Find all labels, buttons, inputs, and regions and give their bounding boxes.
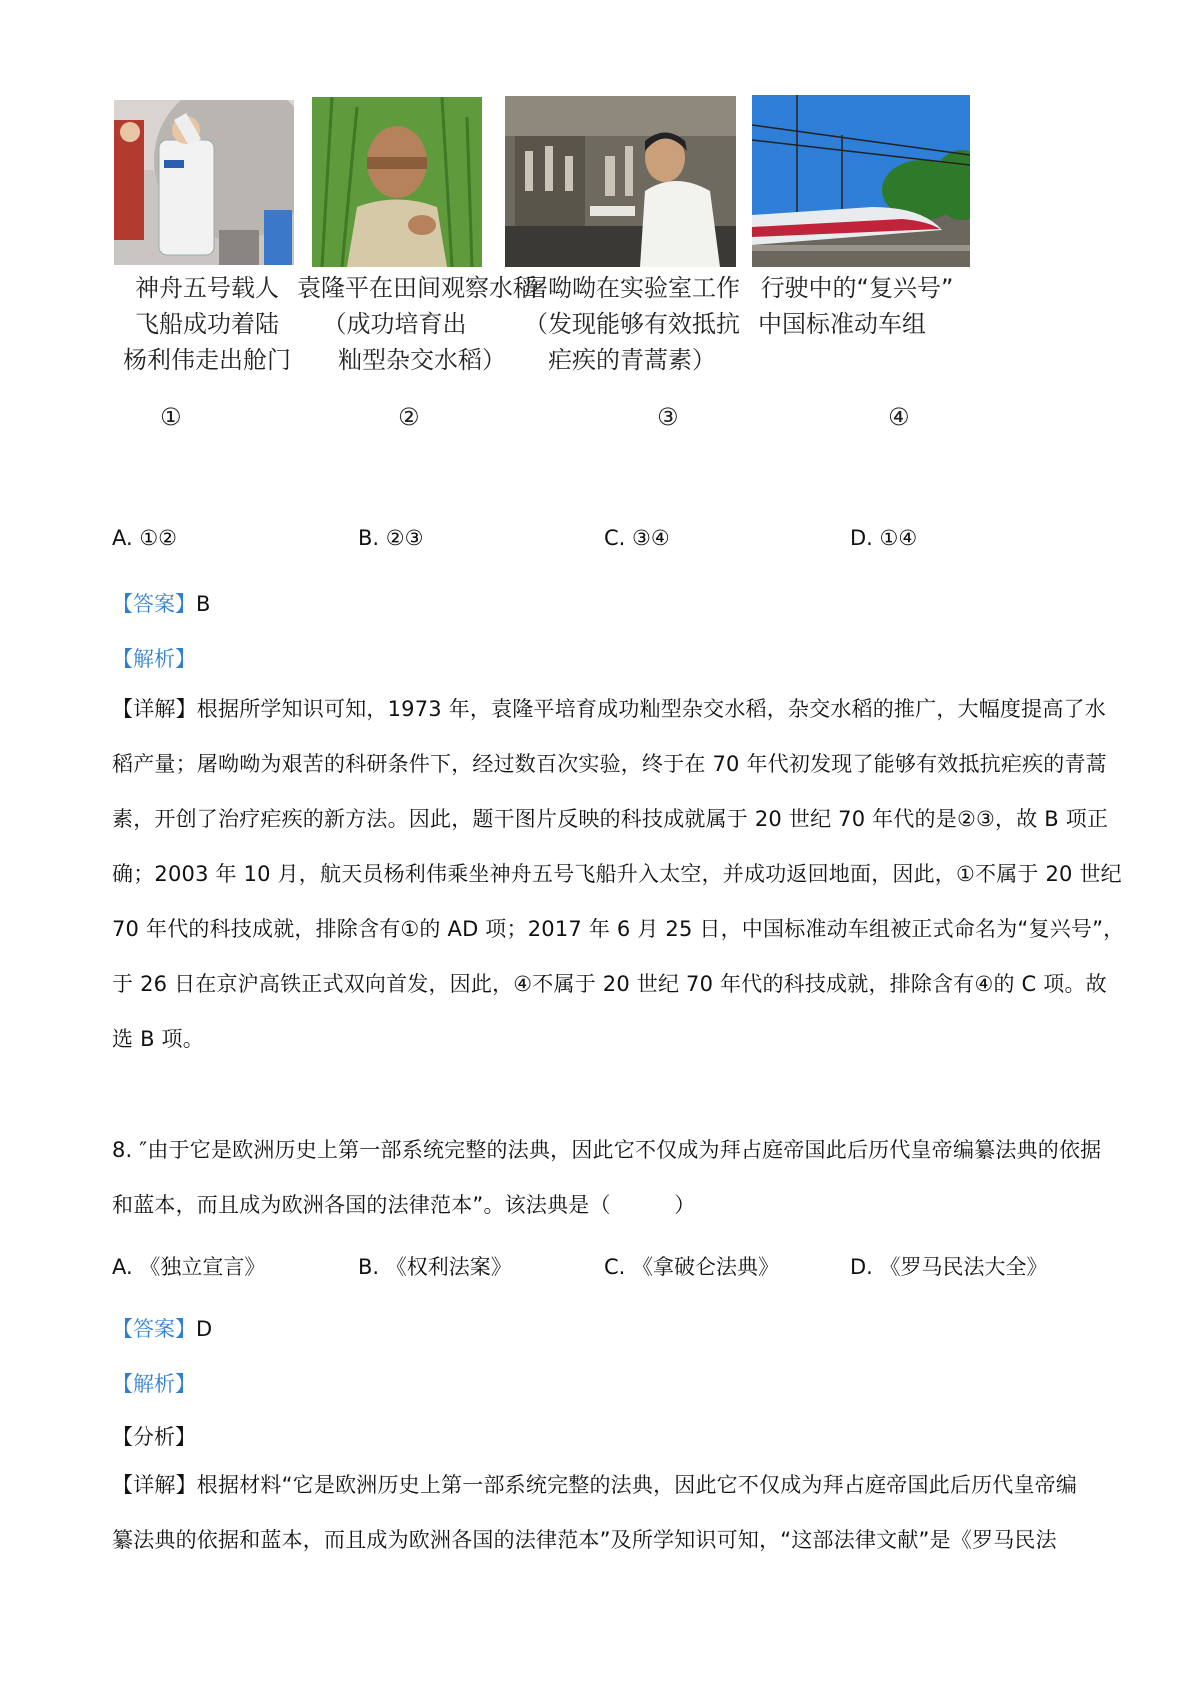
caption-line: 袁隆平在田间观察水稻 bbox=[297, 274, 537, 302]
q8-fenxi-label: 【分析】 bbox=[112, 1425, 196, 1449]
stem-line: 和蓝本，而且成为欧洲各国的法律范本”。该法典是（ ） bbox=[112, 1193, 696, 1217]
caption-line: 籼型杂交水稻） bbox=[338, 346, 506, 374]
detail-line: 【详解】根据所学知识可知，1973 年，袁隆平培育成功籼型杂交水稻，杂交水稻的推广，大幅度提高了水 bbox=[112, 697, 1106, 721]
detail-line: 70 年代的科技成就，排除含有①的 AD 项；2017 年 6 月 25 日，中国标准动车组被正式命名为“复兴号”， bbox=[112, 917, 1125, 941]
caption-line: 神舟五号载人 bbox=[135, 274, 279, 302]
figure-number-1: ① bbox=[160, 403, 182, 431]
q7-option-b: B. ②③ bbox=[358, 526, 424, 550]
photo-shenzhou5-astronaut bbox=[114, 100, 294, 265]
caption-1 bbox=[107, 270, 307, 378]
q8-option-a: A. 《独立宣言》 bbox=[112, 1255, 266, 1279]
caption-2 bbox=[297, 270, 537, 378]
answer-value: D bbox=[196, 1317, 213, 1341]
detail-line: 于 26 日在京沪高铁正式双向首发，因此，④不属于 20 世纪 70 年代的科技成就，排除含有④的 C 项。故 bbox=[112, 972, 1107, 996]
caption-line: （成功培育出 bbox=[322, 310, 467, 338]
caption-3 bbox=[512, 270, 752, 378]
detail-line: 选 B 项。 bbox=[112, 1027, 204, 1051]
q8-option-c: C. 《拿破仑法典》 bbox=[604, 1255, 780, 1279]
photo-tu-youyou-lab bbox=[505, 96, 736, 267]
detail-line: 【详解】根据材料“它是欧洲历史上第一部系统完整的法典，因此它不仅成为拜占庭帝国此后历代皇帝编 bbox=[112, 1473, 1078, 1497]
q8-option-b: B. 《权利法案》 bbox=[358, 1255, 512, 1279]
caption-line: 行驶中的“复兴号” bbox=[760, 274, 954, 302]
caption-line: 杨利伟走出舱门 bbox=[123, 346, 291, 374]
photo-fuxing-train bbox=[752, 95, 970, 267]
figure-number-2: ② bbox=[398, 403, 420, 431]
caption-line: 飞船成功着陆 bbox=[135, 310, 279, 338]
q8-answer bbox=[112, 1313, 212, 1343]
answer-label: 【答案】 bbox=[112, 1317, 196, 1341]
q8-option-d: D. 《罗马民法大全》 bbox=[850, 1255, 1048, 1279]
answer-value: B bbox=[196, 592, 211, 616]
q8-stem bbox=[112, 1123, 1102, 1233]
q7-analysis-label: 【解析】 bbox=[112, 647, 196, 671]
q7-option-a: A. ①② bbox=[112, 526, 177, 550]
photo-yuan-longping-rice bbox=[312, 97, 482, 267]
caption-4 bbox=[742, 270, 972, 342]
detail-line: 稻产量；屠呦呦为艰苦的科研条件下，经过数百次实验，终于在 70 年代初发现了能够有效抵抗疟疾的青蒿 bbox=[112, 752, 1107, 776]
figure-number-4: ④ bbox=[888, 403, 910, 431]
photo-strip bbox=[112, 100, 1062, 440]
detail-line: 确；2003 年 10 月，航天员杨利伟乘坐神舟五号飞船升入太空，并成功返回地面，因此，①不属于 20 世纪 bbox=[112, 862, 1122, 886]
stem-line: 8. ″由于它是欧洲历史上第一部系统完整的法典，因此它不仅成为拜占庭帝国此后历代皇帝编纂法典的依据 bbox=[112, 1138, 1102, 1162]
q7-option-d: D. ①④ bbox=[850, 526, 918, 550]
figure-number-3: ③ bbox=[657, 403, 679, 431]
q7-option-c: C. ③④ bbox=[604, 526, 670, 550]
caption-line: 中国标准动车组 bbox=[758, 310, 926, 338]
caption-line: 疟疾的青蒿素） bbox=[548, 346, 716, 374]
q7-answer bbox=[112, 588, 210, 618]
caption-line: 屠呦呦在实验室工作 bbox=[524, 274, 740, 302]
detail-line: 素，开创了治疗疟疾的新方法。因此，题干图片反映的科技成就属于 20 世纪 70 年代的是②③，故 B 项正 bbox=[112, 807, 1109, 831]
caption-line: （发现能够有效抵抗 bbox=[524, 310, 740, 338]
detail-line: 纂法典的依据和蓝本，而且成为欧洲各国的法律范本”及所学知识可知，“这部法律文献”是《罗马民法 bbox=[112, 1528, 1057, 1552]
answer-label: 【答案】 bbox=[112, 592, 196, 616]
q7-detail bbox=[112, 682, 1125, 1067]
q8-detail bbox=[112, 1458, 1102, 1568]
q8-analysis-label: 【解析】 bbox=[112, 1372, 196, 1396]
